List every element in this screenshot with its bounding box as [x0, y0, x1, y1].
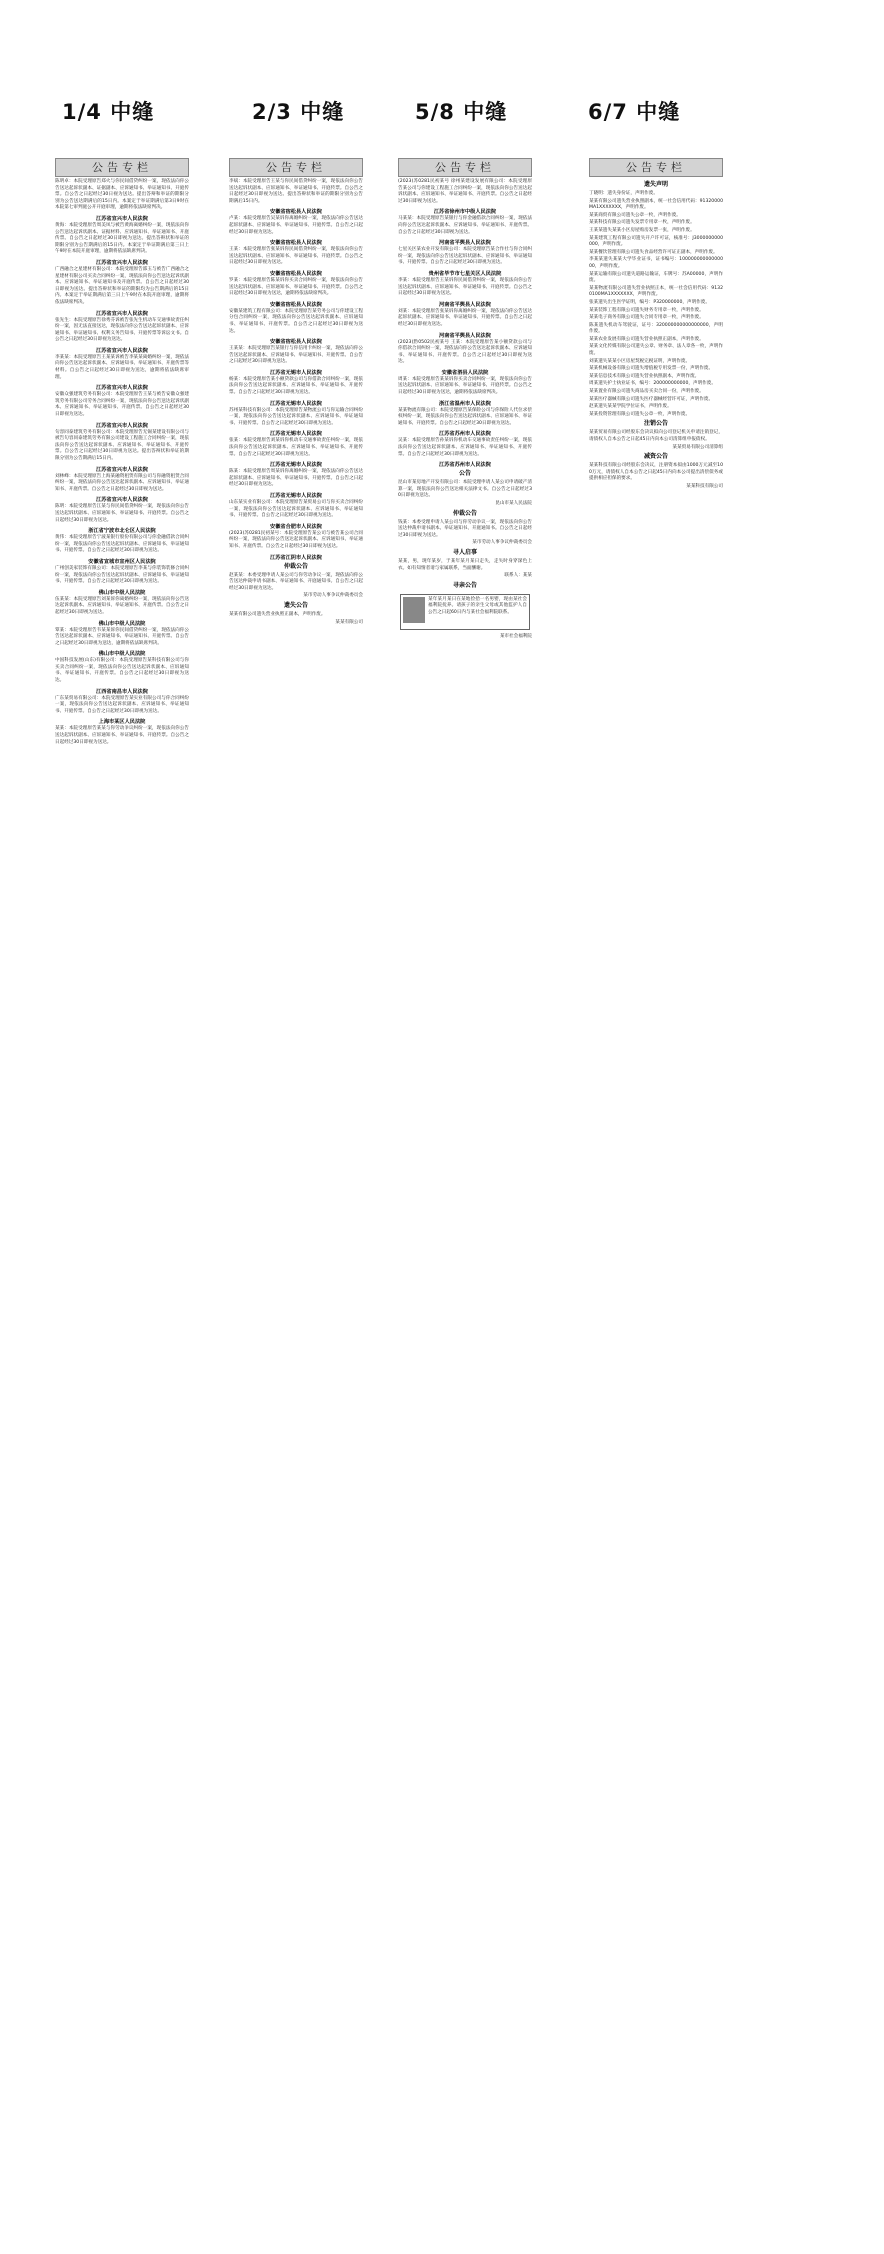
notice-paragraph: 某某运输有限公司遗失道路运输证，车牌号：苏A00000，声明作废。: [589, 271, 723, 284]
court-signature: 江苏省江阴市人民法院: [270, 554, 322, 561]
notice-paragraph: 罗某：本院受理原告陈某诉你买卖合同纠纷一案，现依法向你公告送达起诉状副本、应诉通知书、举证通知书、开庭传票。自公告之日起经过30日即视为送达，逾期将依法缺席判决。: [229, 277, 363, 297]
notice-paragraph: 吴某：本院受理原告孙某诉你机动车交通事故责任纠纷一案，现依法向你公告送达起诉状副本、应诉通知书、举证通知书、开庭传票。自公告之日起经过30日即视为送达。: [398, 438, 532, 457]
notice-paragraph: 某某机械设备有限公司遗失增值税专用发票一份，声明作废。: [589, 366, 714, 372]
notice-paragraph: 广州创美家装饰有限公司：本院受理原告李某与你装饰装修合同纠纷一案，现依法向你公告送达起诉状副本、应诉通知书、举证通知书、开庭传票。自公告之日起经过30日即视为送达。: [55, 565, 189, 585]
notice-signature: 某某科技有限公司: [686, 483, 723, 489]
notice-paragraph: 某某物流有限公司：本院受理原告某保险公司与你保险人代位求偿权纠纷一案，现依法向你公告送达起诉状副本、应诉通知书、举证通知书、开庭传票。自公告之日起经过30日即视为送达。: [398, 407, 532, 426]
court-signature: 贵州省毕节市七星关区人民法院: [428, 270, 502, 277]
notice-paragraph: 某某电子商务有限公司遗失合同专用章一枚，声明作废。: [589, 315, 704, 321]
notice-paragraph: 黄伟：本院受理原告宁波某银行股份有限公司与你金融借款合同纠纷一案，现依法向你公告送达起诉状副本、应诉通知书、举证通知书、开庭传票。自公告之日起经过30日即视为送达。: [55, 535, 189, 554]
notice-paragraph: 赵某某：本委受理申请人某公司与你劳动争议一案，现依法向你公告送达仲裁申请书副本、举证通知书、开庭通知书。自公告之日起经过30日即视为送达。: [229, 572, 363, 591]
court-signature: 江苏省苏州市人民法院: [439, 462, 491, 469]
court-signature: 安徽省宣城市宣州区人民法院: [88, 558, 156, 565]
court-signature: 江苏省无锡市人民法院: [270, 431, 322, 438]
notice-paragraph: 覃某：本院受理原告韦某某诉你民间借贷纠纷一案，现依法向你公告送达起诉状副本、应诉通知书、举证通知书、开庭传票。自公告之日起经过30日即视为送达，逾期将依法缺席判决。: [55, 627, 189, 646]
fold-label-1-4: 1/4 中缝: [62, 100, 155, 124]
notice-signature: 某某有限公司: [335, 619, 363, 625]
announcement-column-1: [55, 158, 189, 2120]
notice-paragraph: 某某医疗器械有限公司遗失医疗器械经营许可证，声明作废。: [589, 396, 714, 402]
section-title: 注销公告: [643, 420, 668, 428]
column-body: [229, 177, 363, 626]
notice-paragraph: 马某某：本院受理原告某银行与你金融借款合同纠纷一案，现依法向你公告送达起诉状副本、应诉通知书、举证通知书、开庭传票。自公告之日起经过30日即视为送达。: [398, 216, 532, 235]
column-header: 公告专栏: [398, 158, 532, 177]
notice-paragraph: 某某建筑工程有限公司遗失开户许可证，核准号：J3000000000000，声明作废。: [589, 235, 723, 248]
court-signature: 安徽省宿松县人民法院: [270, 301, 322, 308]
court-signature: 安徽省合肥市人民法院: [270, 523, 322, 530]
court-signature: 江苏省宜兴市人民法院: [96, 310, 148, 317]
court-signature: 江苏省宜兴市人民法院: [96, 422, 148, 429]
notice-paragraph: 七星关区某农业开发有限公司：本院受理原告某合作社与你合同纠纷一案，现依法向你公告送达起诉状副本、应诉通知书、举证通知书、开庭传票。自公告之日起经过30日即视为送达。: [398, 247, 532, 266]
section-title: 寻人启事: [452, 548, 477, 556]
notice-signature: 昆山市某人民法院: [495, 501, 532, 506]
notice-paragraph: 某某信息技术有限公司遗失营业执照副本，声明作废。: [589, 373, 700, 379]
notice-paragraph: 某某投资管理有限公司遗失公章一枚，声明作废。: [589, 411, 691, 417]
notice-paragraph: 安徽众强建筑劳务有限公司：本院受理原告王某与被告安徽众强建筑劳务有限公司劳务合同纠纷一案，现依法向你公告送达起诉状副本、应诉通知书、举证通知书、开庭传票。自公告之日起经过30日即视为送达。: [55, 392, 189, 418]
notice-paragraph: 某某有限公司遗失营业执照正副本，声明作废。: [229, 611, 326, 617]
announcement-column-3: [398, 158, 532, 2053]
notice-paragraph: 张先生：本院受理原告徐秀芬诉被告张先生机动车交通事故责任纠纷一案，因无法直接送达，现依法向你公告送达起诉状副本、应诉通知书、举证通知书、权利义务告知书、开庭传票等诉讼文书。自公告之日起经过30日即视为送达。: [55, 317, 189, 343]
notice-paragraph: 周某遗失护士执业证书，编号：200000000000，声明作废。: [589, 381, 716, 387]
court-signature: 河南省平舆县人民法院: [439, 332, 491, 339]
court-signature: 上海市某区人民法院: [98, 719, 146, 726]
court-signature: 江苏省徐州市中级人民法院: [433, 209, 497, 216]
notice-paragraph: 广东某贸易有限公司：本院受理原告某实业有限公司与你合同纠纷一案，现依法向你公告送达起诉状副本、应诉通知书、举证通知书、开庭传票。自公告之日起经过30日即视为送达。: [55, 695, 189, 714]
court-signature: 江西省南昌市人民法院: [96, 688, 148, 695]
notice-paragraph: 安徽某建筑工程有限公司：本院受理原告某劳务公司与你建设工程分包合同纠纷一案，现依法向你公告送达起诉状副本、应诉通知书、举证通知书、开庭传票。自公告之日起经过30日即视为送达。: [229, 308, 363, 334]
section-title: 减资公告: [643, 453, 668, 461]
notice-paragraph: 某某科技有限公司经股东会决议，注册资本拟由1000万元减至100万元，请债权人自本公告之日起45日内向本公司提出清偿债务或提供相应担保的要求。: [589, 463, 723, 482]
court-signature: 江苏省宜兴市人民法院: [96, 215, 148, 222]
notice-paragraph: 某某物流有限公司遗失营业执照正本，统一社会信用代码：91320100MA1XXXXXXX，声明作废。: [589, 285, 723, 298]
notice-paragraph: 张某：本院受理原告刘某诉你机动车交通事故责任纠纷一案，现依法向你公告送达起诉状副本、应诉通知书、举证通知书、开庭传票。自公告之日起经过30日即视为送达。: [229, 438, 363, 457]
court-signature: 安徽省宿松县人民法院: [270, 240, 322, 247]
fold-label-6-7: 6/7 中缝: [588, 100, 681, 124]
column-header: 公告专栏: [229, 158, 363, 177]
notice-signature: 联系人：某某: [504, 573, 532, 579]
court-signature: 河南省平舆县人民法院: [439, 240, 491, 247]
notice-paragraph: 刘林峰：本院受理原告上海某融资租赁有限公司与你融资租赁合同纠纷一案，现依法向你公告送达起诉状副本、应诉通知书、举证通知书、开庭传票。自公告之日起经过30日即视为送达。: [55, 473, 189, 492]
notice-paragraph: 伍某某：本院受理原告刘某诉你离婚纠纷一案，现依法向你公告送达起诉状副本、应诉通知书、举证通知书、开庭传票。自公告之日起经过30日即视为送达。: [55, 596, 189, 615]
notice-paragraph: 某某科技有限公司遗失发票专用章一枚，声明作废。: [589, 220, 695, 226]
column-body: [398, 177, 532, 640]
notice-paragraph: 王某某：本院受理原告某银行与你信用卡纠纷一案，现依法向你公告送达起诉状副本、应诉通知书、举证通知书、开庭传票。自公告之日起经过30日即视为送达。: [229, 346, 363, 365]
section-title: 公告: [458, 470, 471, 478]
notice-paragraph: 李某：本院受理原告王某诉你民间借贷纠纷一案，现依法向你公告送达起诉状副本、应诉通知书、举证通知书、开庭传票。自公告之日起经过30日即视为送达。: [398, 277, 532, 297]
notice-paragraph: 陈某遗失机动车驾驶证，证号：320000000000000000，声明作废。: [589, 322, 723, 335]
court-signature: 江苏省宜兴市人民法院: [96, 466, 148, 473]
notice-paragraph: 某某贸易有限公司经股东会决议拟向公司登记机关申请注销登记，请债权人自本公告之日起45日内向本公司清算组申报债权。: [589, 430, 723, 442]
notice-paragraph: 某某：本院受理原告某某与你劳动争议纠纷一案，现依法向你公告送达起诉状副本、应诉通知书、举证通知书、开庭传票。自公告之日起经过30日即视为送达。: [55, 726, 189, 745]
photo-notice-text: 某年某月某日在某地捡拾一名男婴，现由某社会福利院抚养。请孩子的亲生父母或其他监护人自公告之日起60日内与某社会福利院联系。: [428, 596, 527, 615]
announcement-column-4: [589, 158, 723, 1993]
section-title: 仲裁公告: [452, 509, 477, 517]
notice-paragraph: 陈某：本院受理原告周某诉你离婚纠纷一案，现依法向你公告送达起诉状副本、应诉通知书、举证通知书、开庭传票。自公告之日起经过30日即视为送达。: [229, 469, 363, 488]
notice-paragraph: 山东某实业有限公司：本院受理原告某贸易公司与你买卖合同纠纷一案，现依法向你公告送达起诉状副本、应诉通知书、举证通知书、开庭传票。自公告之日起经过30日即视为送达。: [229, 500, 363, 519]
court-signature: 江苏省无锡市人民法院: [270, 462, 322, 469]
notice-paragraph: 中国科技发展(山东)有限公司：本院受理原告某科技有限公司与你买卖合同纠纷一案，现依法向你公告送达起诉状副本、应诉通知书、举证通知书、开庭传票。自公告之日起经过30日即视为送达。: [55, 658, 189, 684]
court-signature: 江苏省宜兴市人民法院: [96, 497, 148, 504]
notice-paragraph: 李某某：本院受理原告王某某诉被告李某某离婚纠纷一案，现依法向你公告送达起诉状副本、应诉通知书、举证通知书、开庭传票等材料。自公告之日起经过30日即视为送达，逾期将依法缺席审理。: [55, 354, 189, 380]
notice-signature: 某某贸易有限公司清算组: [672, 444, 723, 450]
notice-paragraph: (2023)苏0281民初某号 徐州某建设发展有限公司：本院受理原告某公司与你建设工程施工合同纠纷一案，现依法向你公告送达起诉状副本、应诉通知书、举证通知书、开庭传票。自公告之日起经过30日即视为送达。: [398, 179, 532, 204]
child-photo: [403, 597, 425, 623]
notice-paragraph: 王某：本院受理原告张某诉你民间借贷纠纷一案，现依法向你公告送达起诉状副本、应诉通知书、举证通知书、开庭传票。自公告之日起经过30日即视为送达。: [229, 247, 363, 266]
court-signature: 浙江省宁波市北仑区人民法院: [88, 528, 156, 535]
court-signature: 浙江省温州市人民法院: [439, 400, 491, 407]
notice-paragraph: (2023)黔0502民初某号 王某：本院受理原告某小额贷款公司与你借款合同纠纷一案，现依法向你公告送达起诉状副本、应诉通知书、举证通知书、开庭传票。自公告之日起经过30日即视为送达。: [398, 339, 532, 365]
notice-paragraph: 杨某：本院受理原告某小额贷款公司与你借款合同纠纷一案，现依法向你公告送达起诉状副本、应诉通知书、举证通知书、开庭传票。自公告之日起经过30日即视为送达。: [229, 376, 363, 396]
notice-paragraph: 赵某遗失某某学院学位证书，声明作废。: [589, 404, 672, 410]
photo-notice: [400, 594, 530, 630]
section-title: 寻亲公告: [452, 581, 477, 589]
notice-paragraph: 王某某遗失某某小区房屋购房发票一张，声明作废。: [589, 227, 695, 233]
notice-paragraph: 某某餐饮管理有限公司遗失食品经营许可证正副本，声明作废。: [589, 249, 718, 255]
court-signature: 江苏省无锡市人民法院: [270, 369, 322, 376]
announcement-column-2: [229, 158, 363, 2006]
notice-paragraph: 丁晓明：遗失身份证，声明作废。: [589, 191, 658, 196]
notice-paragraph: 昆山市某房地产开发有限公司：本院受理申请人某公司申请破产清算一案，现依法向你公告送达相关法律文书。自公告之日起经过30日即视为送达。: [398, 480, 532, 499]
notice-paragraph: 某某，男，现年某岁，于某年某月某日走失，走失时身穿深色上衣。如有知情者请与家属联系，当面酬谢。: [398, 558, 532, 571]
notice-paragraph: 钱某：本委受理申请人某公司与你劳动争议一案，现依法向你公告送达仲裁申请书副本、举证通知书、开庭通知书。自公告之日起经过30日即视为送达。: [398, 519, 532, 538]
notice-paragraph: 张某遗失出生医学证明，编号：P320000000，声明作废。: [589, 299, 710, 305]
notice-paragraph: 陈明：本院受理原告江某与你民间借贷纠纷一案，现依法向你公告送达起诉状副本、应诉通知书、举证通知书、开庭传票。自公告之日起经过30日即视为送达。: [55, 504, 189, 523]
court-signature: 安徽省宿松县人民法院: [270, 209, 322, 216]
court-signature: 安徽省泗县人民法院: [441, 369, 489, 376]
notice-paragraph: 刘某：本院受理原告张某诉你离婚纠纷一案，现依法向你公告送达起诉状副本、应诉通知书、举证通知书、开庭传票。自公告之日起经过30日即视为送达。: [398, 308, 532, 327]
notice-paragraph: 黄海：本院受理原告周美凤与被告黄海离婚纠纷一案，现依法向你公告送达起诉状副本、证据材料、应诉通知书、举证通知书、开庭传票。自公告之日起经过30日即视为送达。提出答辩状和举证的期限分别为公告期满后的15日内。本案定于举证期满后第三日上午9时在本院开庭审理，逾期将依法缺席判决。: [55, 222, 189, 255]
notice-signature: 某市劳动人事争议仲裁委员会: [472, 540, 532, 546]
fold-label-5-8: 5/8 中缝: [415, 100, 508, 124]
notice-paragraph: 某某有限公司遗失营业执照副本，统一社会信用代码：91320000MA1XXXXXXX，声明作废。: [589, 198, 723, 211]
notice-paragraph: 某某商贸有限公司遗失公章一枚，声明作废。: [589, 212, 681, 218]
notice-paragraph: (2023)苏0281民初某号：本院受理原告某公司与被告某公司合同纠纷一案，现依法向你公告送达起诉状副本、应诉通知书、举证通知书、开庭传票。自公告之日起经过30日即视为送达。: [229, 530, 363, 549]
court-signature: 佛山市中级人民法院: [98, 651, 146, 658]
court-signature: 江苏省苏州市人民法院: [439, 431, 491, 438]
notice-paragraph: 苏州某科技有限公司：本院受理原告某物流公司与你运输合同纠纷一案，现依法向你公告送达起诉状副本、应诉通知书、举证通知书、开庭传票。自公告之日起经过30日即视为送达。: [229, 407, 363, 426]
court-signature: 佛山市中级人民法院: [98, 589, 146, 596]
notice-paragraph: 李斌：本院受理原告王某与你民间借贷纠纷一案，现依法向你公告送达起诉状副本、应诉通知书、举证通知书、开庭传票。自公告之日起经过30日即视为送达。提出答辩状和举证的期限分别为公告期满后15日内。: [229, 179, 363, 204]
column-header: 公告专栏: [55, 158, 189, 177]
column-body: [589, 177, 723, 491]
court-signature: 江苏省无锡市人民法院: [270, 400, 322, 407]
section-title: 遗失声明: [643, 181, 668, 188]
notice-paragraph: 陈明卓：本院受理原告郑火与你民间借贷纠纷一案，现依法向你公告送达起诉状副本、证据副本、应诉通知书、举证通知书、开庭传票。自公告之日起经过30日视为送达。提出答辩和举证的期限分别为公告送达期满后的15日内。本案定于举证期满后第3日9时在本院第七审判庭公开开庭审理，逾期将依法缺席判决。: [55, 179, 189, 211]
court-signature: 河南省平舆县人民法院: [439, 301, 491, 308]
column-body: [55, 177, 189, 746]
notice-paragraph: 李某某遗失某某大学毕业证书，证书编号：10000000000000000，声明作废。: [589, 257, 723, 269]
court-signature: 江苏省宜兴市人民法院: [96, 385, 148, 392]
court-signature: 安徽省宿松县人民法院: [270, 270, 322, 277]
column-header: 公告专栏: [589, 158, 723, 177]
court-signature: 江苏省宜兴市人民法院: [96, 259, 148, 266]
court-signature: 佛山市中级人民法院: [98, 620, 146, 627]
section-title: 仲裁公告: [283, 562, 308, 570]
court-signature: 江苏省无锡市人民法院: [270, 493, 322, 499]
notice-paragraph: 句容同泰建筑劳务有限公司：本院受理原告无锡某建设有限公司与被告句容同泰建筑劳务有限公司建设工程施工合同纠纷一案，现依法向你公告送达起诉状副本、应诉通知书、举证通知书、开庭传票。自公告之日起经过30日即视为送达。提出答辩状和举证的期限分别为公告期满后15日内。: [55, 429, 189, 461]
court-signature: 安徽省宿松县人民法院: [270, 339, 322, 346]
fold-label-2-3: 2/3 中缝: [252, 100, 345, 124]
section-title: 遗失公告: [283, 601, 308, 609]
notice-paragraph: 周某：本院受理原告某某诉你买卖合同纠纷一案，现依法向你公告送达起诉状副本、应诉通知书、举证通知书、开庭传票。自公告之日起经过30日即视为送达，逾期将依法缺席判决。: [398, 376, 532, 396]
notice-paragraph: 某某文化传媒有限公司遗失公章、财务章、法人章各一枚，声明作废。: [589, 344, 723, 357]
notice-paragraph: 广西融合之星建材有限公司：本院受理原告邵玉与被告广西融合之星建材有限公司买卖合同纠纷一案，现依法向你公告送达起诉状副本、应诉通知书、举证通知书及开庭传票。自公告之日起经过30日即视为送达。提出答辩状和举证的期限均为公告期满后的15日内。本案定于举证期满后第三日上午9时在本院开庭审理，逾期将依法缺席判决。: [55, 266, 189, 305]
notice-paragraph: 卢某：本院受理原告吴某诉你离婚纠纷一案，现依法向你公告送达起诉状副本、应诉通知书、举证通知书、开庭传票。自公告之日起经过30日即视为送达。: [229, 216, 363, 235]
notice-signature: 某市社会福利院: [499, 633, 532, 639]
court-signature: 江苏省宜兴市人民法院: [96, 347, 148, 354]
notice-paragraph: 某某装饰工程有限公司遗失财务专用章一枚，声明作废。: [589, 307, 704, 313]
notice-paragraph: 某某置业有限公司遗失商品房买卖合同一份，声明作废。: [589, 389, 704, 395]
notice-paragraph: 某某农业发展有限公司遗失营业执照正副本，声明作废。: [589, 336, 704, 342]
notice-signature: 某市劳动人事争议仲裁委员会: [303, 593, 363, 599]
notice-paragraph: 刘某遗失某某小区房屋契税完税证明，声明作废。: [589, 358, 691, 364]
